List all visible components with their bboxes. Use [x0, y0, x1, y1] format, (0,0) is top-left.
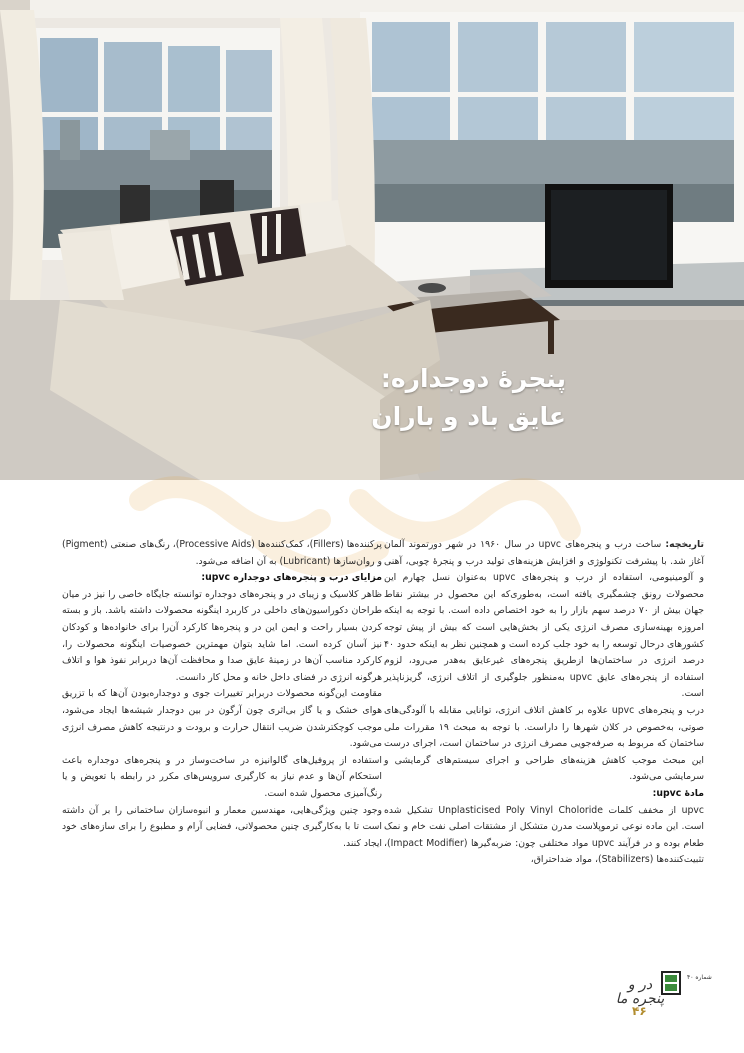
title-line-2: عایق باد و باران: [371, 402, 566, 431]
history-label: تاریخچه:: [665, 539, 704, 550]
heading-advantages: مزایای درب و پنجره‌های دوجداره upvc:: [201, 572, 382, 584]
paragraph-galvanized: استفاده از پروفیل‌های گالوانیزه در ساخت‌وساز در و پنجره‌های دوجداره باعث استحکام آن‌ها و عدم نیاز به کارگیری سرویس‌های مکرر در رابطه با تعویض و یا رنگ‌آمیزی محصول شده است.: [62, 754, 382, 799]
magazine-name: در و پنجره ما: [615, 977, 665, 1007]
paragraph-weather: مقاومت این‌گونه محصولات دربرابر تغییرات جوی و دوجداره‌بودن آن‌ها که با تزریق هوای خشک و یا گاز بی‌اثری چون آرگون در بین دوجدار شیشه‌ها ایجاد می‌شود، موجب کوچکترشدن ضریب انتقال حرارت و برودت و درنتیجه کاهش مصرف انرژی می‌شود.: [62, 688, 382, 750]
paragraph-engineers: وجود چنین ویژگی‌هایی، مهندسین معمار و انبوه‌سازان ساختمانی را بر آن داشته است تا با به‌کارگیری چنین محصولاتی، فضایی آرام و مطبوع را برای سازه‌های خود ایجاد کنند.: [62, 804, 382, 849]
paragraph-material: upvc از مخفف کلمات Unplasticised Poly Vinyl Choloride تشکیل شده است. این ماده نوعی ترموپلاست مدرن متشکل از مشتقات اصلی نفت خام و نمک طعام بوده و در فرآیند upvc مواد مختلفی چون: ضربه‌گیرها (Impact Modifier)، تثبیت‌کننده‌ها (Stabilizers)، مواد ضداحتراق،: [384, 804, 705, 866]
paragraph-additives: پرکننده‌ها (Fillers)، کمک‌کننده‌ها (Processive Aids)، رنگ‌های صنعتی (Pigment) و روان‌سازها (Lubricant) به آن اضافه می‌شود.: [62, 539, 383, 567]
heading-material: مادۀ upvc:: [652, 787, 704, 799]
paragraph-history: [384, 537, 704, 703]
paragraph-benefits: درب و پنجره‌های upvc علاوه بر کاهش اتلاف انرژی، توانایی مقابله با آلودگی‌های صوتی، به‌خصوص در کلان شهرها را داراست. با توجه به مبحث ۱۹ مقررات ملی ساختمان که مربوط به صرفه‌جویی مصرف انرژی در ساختمان است، اجرای درست این مبحث موجب کاهش هزینه‌های طراحی و اجرای سیستم‌های گرمایشی و سرمایشی می‌شود.: [384, 704, 705, 783]
page-number: ۴۶: [632, 1004, 647, 1018]
text-column-right: [384, 537, 704, 869]
title-line-1: پنجرۀ دوجداره:: [380, 364, 566, 393]
article-title: [371, 360, 566, 436]
paragraph-appearance: ظاهر کلاسیک و زیبای در و پنجره‌های دوجداره توانسته جایگاه خاصی را نیز در میان طراحان دکوراسیون‌های داخلی در کاربرد اینگونه محصولات داشته باشد. باز و بسته کردن بسیار راحت و ایمن این در و پنجره‌ها کارکرد آن‌را برای خانواده‌ها و کودکان نیز آسان کرده است. اما شاید بتوان مهمترین خصوصیات اینگونه محصولات را، کارکرد مناسب آن‌ها در زمینۀ عایق صدا و محافظت آن‌ها دربرابر نفوذ هوا و اتلاف هرگونه انرژی در فضای داخل خانه و محل کار دانست.: [62, 588, 382, 683]
text-column-left: [62, 537, 382, 852]
hero-photo: [0, 0, 744, 480]
issue-number: شماره ۴۰: [687, 974, 712, 981]
history-text: ساخت درب و پنجره‌های upvc در سال ۱۹۶۰ در شهر دورتموند آلمان آغاز شد. با پیشرفت تکنولوژی و افزایش هزینه‌های تولید درب و پنجرۀ چوبی، آهنی و آلومینیومی، استفاده از درب و پنجره‌های upvc به‌عنوان نسل چهارم این محصولات رونق چشمگیری یافته است، به‌طوری‌که این محصول در بیشتر نقاط جهان بیش از ۷۰ درصد سهم بازار را به خود اختصاص داده است. با توجه به اینکه امروزه بهینه‌سازی مصرف انرژی یکی از بخش‌هایی است که بیش از پیش توجه کشورهای درحال توسعه را به خود جلب کرده است و همچنین نظر به اینکه حدود ۴۰ درصد انرژی در ساختمان‌ها ازطریق پنجره‌های غیرعایق به‌هدر می‌رود، لزوم استفاده از پنجره‌های عایق upvc به‌منظور جلوگیری از اتلاف انرژی، گریزناپذیر است.: [384, 539, 704, 700]
